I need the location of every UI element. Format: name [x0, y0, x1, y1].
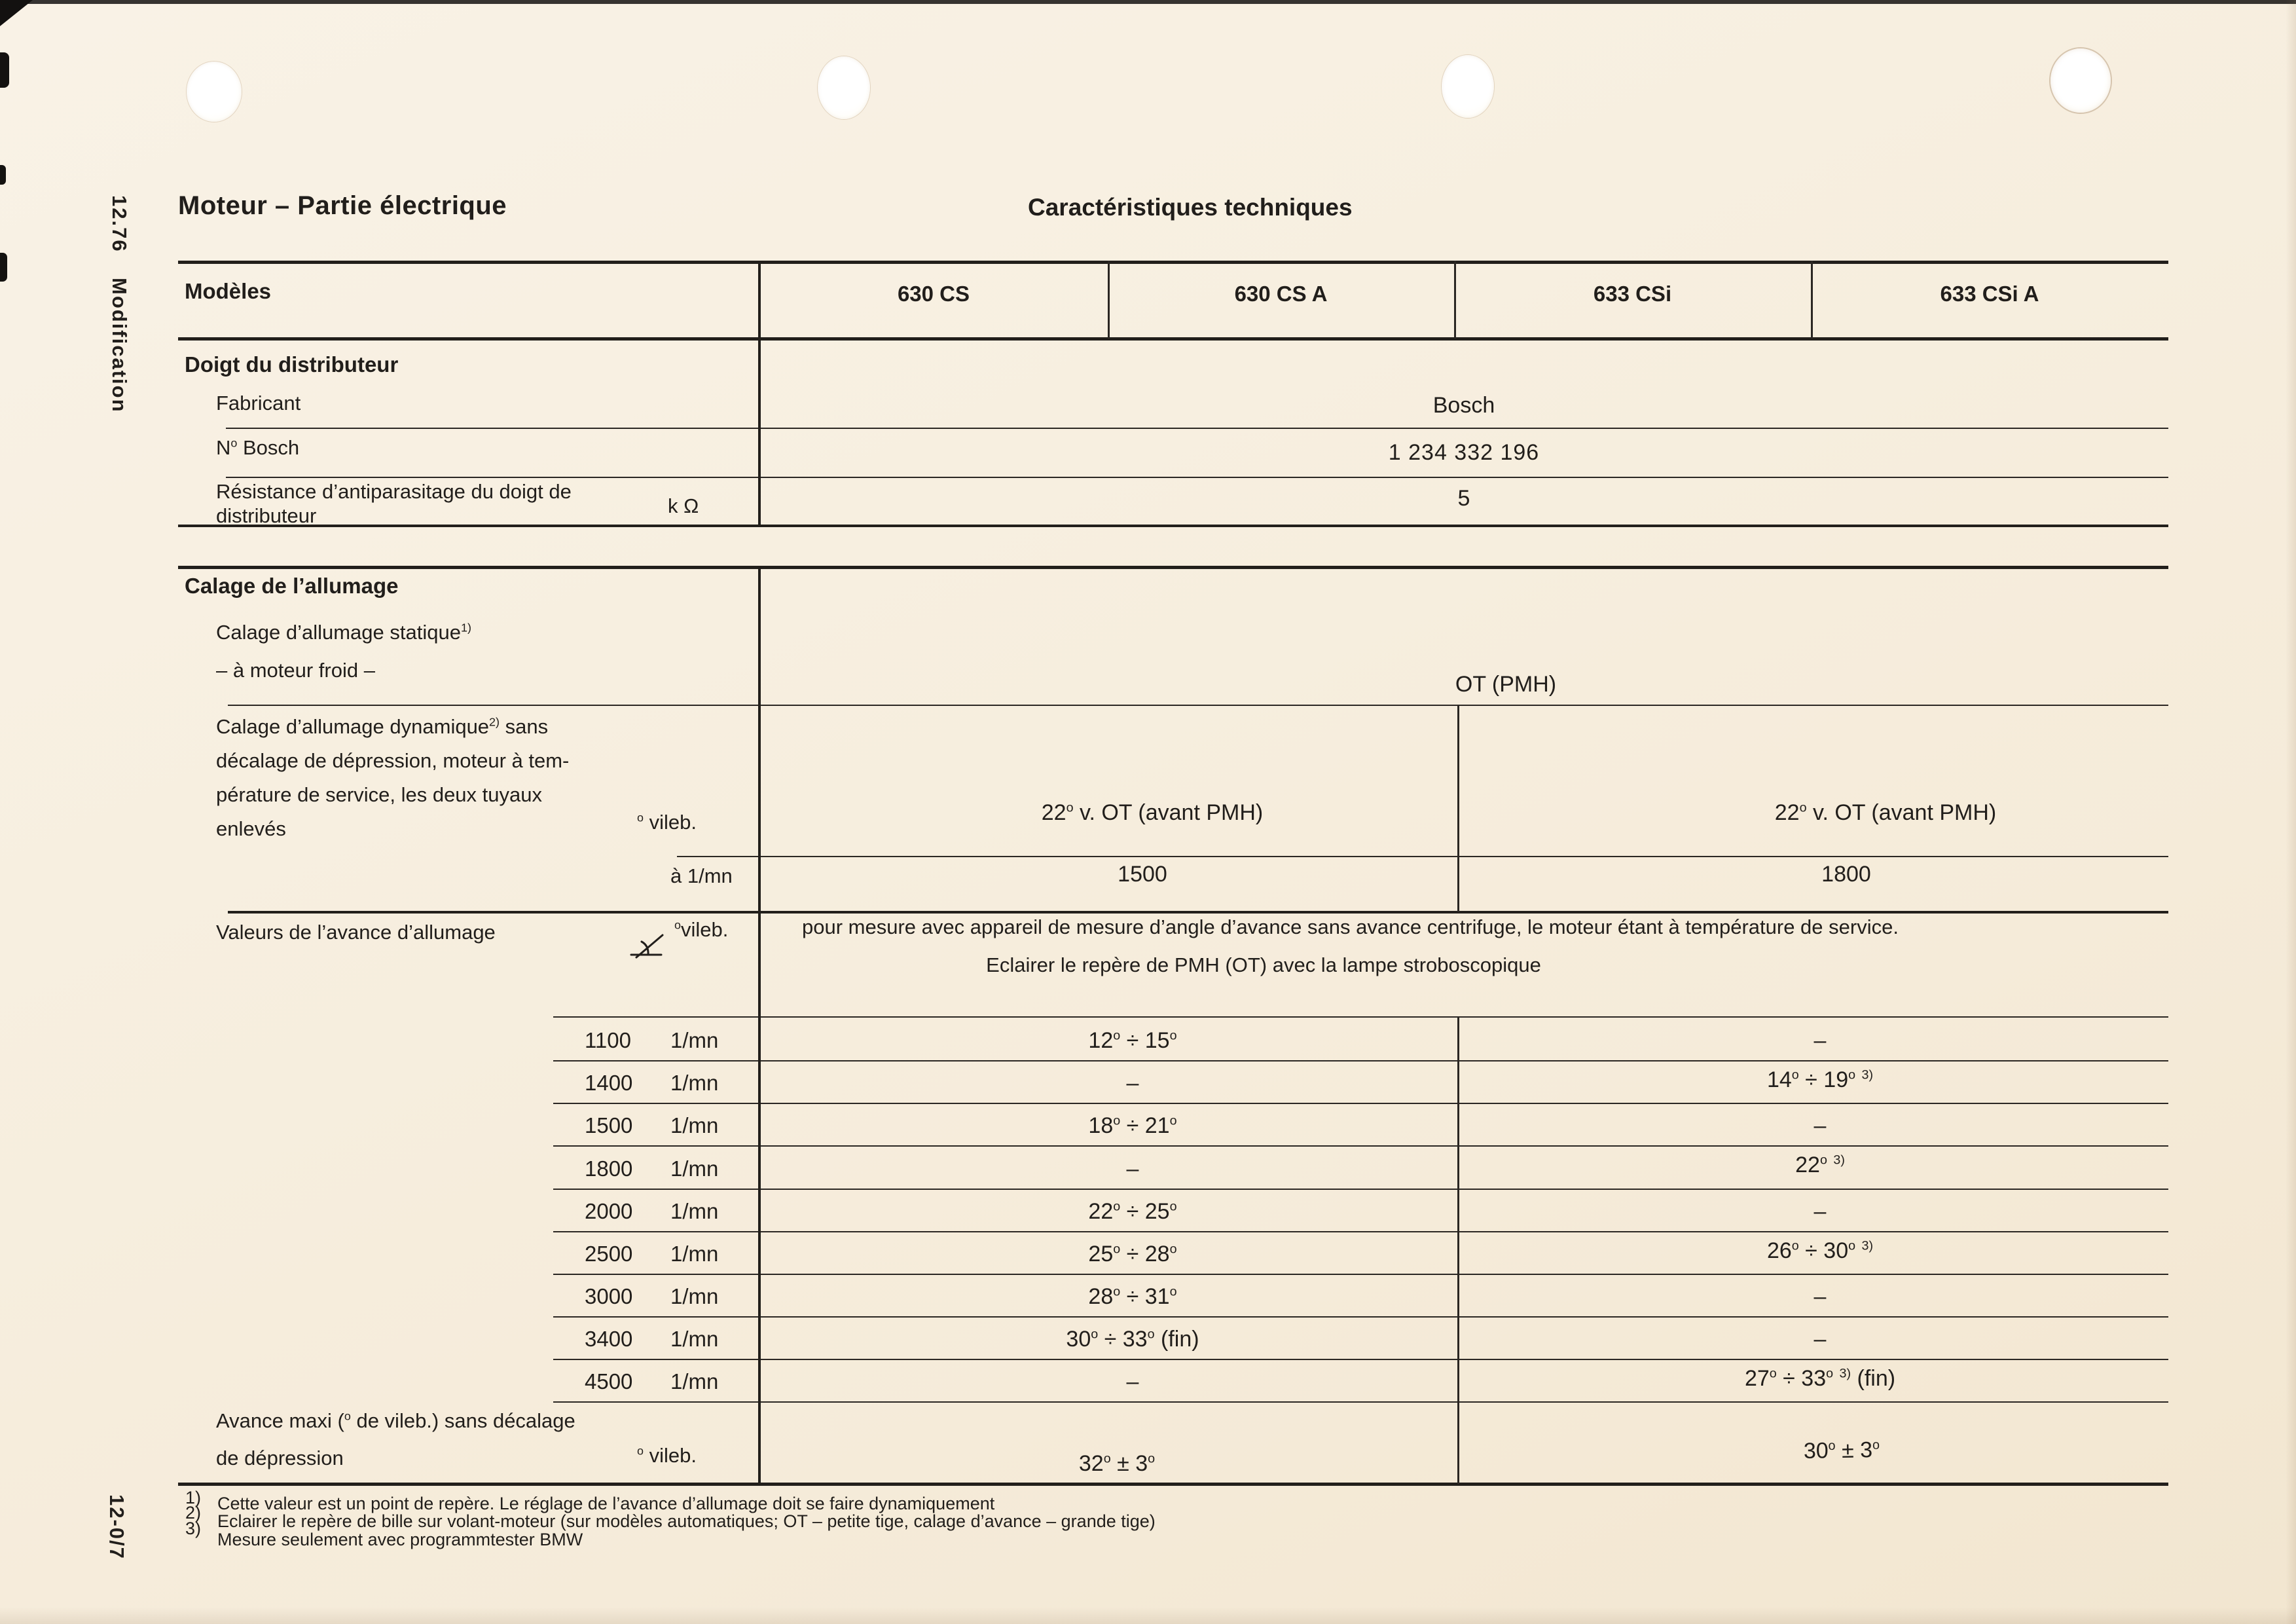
rpm-row-value-left: $12^o \div 15^o$ — [1088, 1028, 1177, 1053]
table-rule — [677, 856, 2168, 857]
footnote-text: Mesure seulement avec programmtester BMW — [217, 1530, 583, 1549]
rpm-row-value-left: – — [1126, 1156, 1139, 1181]
table-rule — [553, 1274, 2168, 1275]
rpm-row-speed: 3000 — [585, 1284, 633, 1308]
table-divider — [1457, 1016, 1459, 1484]
advance-values-unit: $^o$vileb. — [674, 918, 729, 941]
rpm-row-unit: 1/mn — [670, 1327, 719, 1351]
dynamic-rpm-left: 1500 — [1118, 862, 1167, 887]
table-rule — [178, 1483, 2168, 1486]
rpm-row-value-right: – — [1813, 1327, 1827, 1352]
advance-note-line2: Eclairer le repère de PMH (OT) avec la lampe stroboscopique — [986, 953, 1541, 976]
rpm-row-value-right: $14^o \div 19^o$ $^{3)}$ — [1766, 1067, 1874, 1092]
rpm-row-speed: 2500 — [585, 1242, 633, 1266]
scan-shadow — [2286, 0, 2296, 1624]
static-timing-label: Calage d’allumage statique$^{1)}$ — [216, 621, 471, 644]
static-timing-value: OT (PMH) — [1455, 672, 1557, 697]
rpm-row-unit: 1/mn — [670, 1242, 719, 1266]
rpm-row-value-right: $26^o \div 30^o$ $^{3)}$ — [1766, 1238, 1874, 1263]
dynamic-timing-value-right: 22$^o$ v. OT (avant PMH) — [1774, 800, 1997, 825]
scan-artifact — [0, 253, 7, 282]
dynamic-timing-label-4: enlevés — [216, 817, 286, 840]
footnote-marker: 3) — [185, 1519, 202, 1538]
row-label-fabricant: Fabricant — [216, 392, 301, 415]
rpm-row-speed: 1100 — [585, 1028, 631, 1052]
dynamic-rpm-right: 1800 — [1821, 862, 1871, 887]
rpm-row-speed: 1400 — [585, 1071, 633, 1095]
row-value-bosch-number: 1 234 332 196 — [1388, 440, 1540, 465]
footnote-marker: 2) — [185, 1503, 202, 1522]
table-divider — [1457, 705, 1459, 912]
footnote-text: Cette valeur est un point de repère. Le réglage de l’avance d’allumage doit se faire dynamiquement — [217, 1494, 995, 1513]
rpm-row-speed: 4500 — [585, 1369, 633, 1393]
models-row-label: Modèles — [185, 279, 272, 303]
rpm-row-unit: 1/mn — [670, 1369, 719, 1393]
max-advance-value-left: $32^o \pm 3^o$ — [1078, 1451, 1156, 1476]
rpm-row-unit: 1/mn — [670, 1113, 719, 1137]
rpm-row-value-left: $30^o \div 33^o$ (fin) — [1066, 1327, 1199, 1352]
dynamic-timing-label-3: pérature de service, les deux tuyaux — [216, 783, 542, 806]
row-unit-resistance: k Ω — [668, 494, 699, 517]
rpm-row-unit: 1/mn — [670, 1156, 719, 1181]
rpm-row-value-left: $28^o \div 31^o$ — [1088, 1284, 1177, 1309]
section-title-ignition: Calage de l’allumage — [185, 574, 399, 598]
scan-artifact — [0, 165, 6, 185]
rpm-row-speed: 1800 — [585, 1156, 633, 1181]
footnote-text: Eclairer le repère de bille sur volant-moteur (sur modèles automatiques; OT – petite tige, calage d’avance – grande tige) — [217, 1511, 1156, 1531]
table-rule — [553, 1016, 2168, 1018]
rpm-row-unit: 1/mn — [670, 1071, 719, 1095]
edition-vertical-label: 12.76 — [108, 195, 131, 253]
punch-hole — [187, 62, 242, 122]
table-rule — [553, 1103, 2168, 1104]
rpm-row-speed: 3400 — [585, 1327, 633, 1351]
rpm-row-value-left: $25^o \div 28^o$ — [1088, 1242, 1177, 1266]
table-rule — [553, 1316, 2168, 1318]
measured-angle-icon — [627, 929, 668, 962]
scan-shadow — [0, 1607, 2296, 1624]
rpm-row-value-right: 22$^o$ $^{3)}$ — [1795, 1153, 1845, 1177]
advance-note-line1: pour mesure avec appareil de mesure d’angle d’avance sans avance centrifuge, le moteur étant à température de service. — [802, 915, 1899, 938]
punch-hole — [818, 56, 870, 119]
table-rule — [553, 1359, 2168, 1360]
punch-hole — [1442, 55, 1494, 118]
table-rule — [178, 566, 2168, 569]
dynamic-timing-unit: $^o$ vileb. — [637, 811, 697, 834]
modification-vertical-label: Modification — [108, 278, 131, 413]
table-rule — [553, 1145, 2168, 1147]
rpm-row-value-left: – — [1126, 1071, 1139, 1096]
table-rule — [178, 261, 2168, 264]
rpm-row-unit: 1/mn — [670, 1028, 719, 1052]
max-advance-value-right: $30^o \pm 3^o$ — [1803, 1437, 1880, 1464]
scan-artifact — [0, 0, 33, 26]
row-label-resistance: Résistance d’antiparasitage du doigt de — [216, 480, 572, 503]
max-advance-unit: $^o$ vileb. — [637, 1444, 697, 1467]
table-rule — [178, 337, 2168, 341]
section-title-distributor: Doigt du distributeur — [185, 352, 399, 377]
scan-artifact — [0, 52, 9, 88]
doc-subtitle: Caractéristiques techniques — [1028, 194, 1353, 221]
rpm-row-value-left: $18^o \div 21^o$ — [1088, 1113, 1177, 1138]
table-rule — [226, 428, 2168, 429]
table-rule — [553, 1189, 2168, 1190]
scan-artifact — [0, 0, 2296, 4]
rpm-row-value-right: – — [1813, 1113, 1827, 1138]
row-value-fabricant: Bosch — [1432, 393, 1495, 418]
table-rule — [553, 1231, 2168, 1232]
model-column-header: 630 CS A — [1234, 282, 1328, 306]
table-rule — [226, 477, 2168, 478]
dynamic-timing-value-left: 22$^o$ v. OT (avant PMH) — [1041, 800, 1264, 825]
rpm-row-value-left: – — [1126, 1369, 1139, 1394]
max-advance-label: Avance maxi ($^o$ de vileb.) sans décalage — [216, 1409, 575, 1432]
rpm-row-value-right: – — [1813, 1284, 1827, 1309]
rpm-row-unit: 1/mn — [670, 1199, 719, 1223]
row-value-resistance: 5 — [1457, 486, 1470, 511]
page-code-vertical-label: 12-0/7 — [105, 1494, 128, 1560]
dynamic-timing-label: Calage d’allumage dynamique$^{2)}$ sans — [216, 715, 549, 738]
rpm-row-value-right: – — [1813, 1028, 1827, 1053]
static-timing-sublabel: – à moteur froid – — [216, 659, 375, 682]
rpm-row-value-right: – — [1813, 1199, 1827, 1224]
table-rule — [553, 1060, 2168, 1061]
rpm-row-value-left: $22^o \div 25^o$ — [1088, 1199, 1177, 1224]
table-rule — [553, 1401, 2168, 1403]
table-rule — [178, 525, 2168, 527]
doc-title: Moteur – Partie électrique — [178, 191, 507, 220]
table-divider — [758, 566, 761, 1484]
footnote-marker: 1) — [185, 1488, 202, 1507]
model-column-header: 630 CS — [897, 282, 970, 306]
rpm-row-value-right: $27^o \div 33^o$ $^{3)}$ (fin) — [1744, 1366, 1896, 1391]
model-column-header: 633 CSi — [1593, 282, 1672, 306]
rpm-row-speed: 2000 — [585, 1199, 633, 1223]
row-label-bosch-number: $N^o$ Bosch — [216, 436, 300, 459]
rpm-row-unit: 1/mn — [670, 1284, 719, 1308]
punch-hole — [2050, 48, 2111, 113]
table-rule — [228, 911, 2168, 913]
row-label-resistance-2: distributeur — [216, 504, 317, 527]
dynamic-timing-label-2: décalage de dépression, moteur à tem- — [216, 749, 570, 772]
rpm-row-speed: 1500 — [585, 1113, 633, 1137]
advance-values-label: Valeurs de l’avance d’allumage — [216, 921, 496, 944]
table-rule — [228, 705, 2168, 706]
model-column-header: 633 CSi A — [1940, 282, 2039, 306]
dynamic-rpm-label: à 1/mn — [670, 864, 733, 887]
max-advance-label-2: de dépression — [216, 1447, 344, 1469]
